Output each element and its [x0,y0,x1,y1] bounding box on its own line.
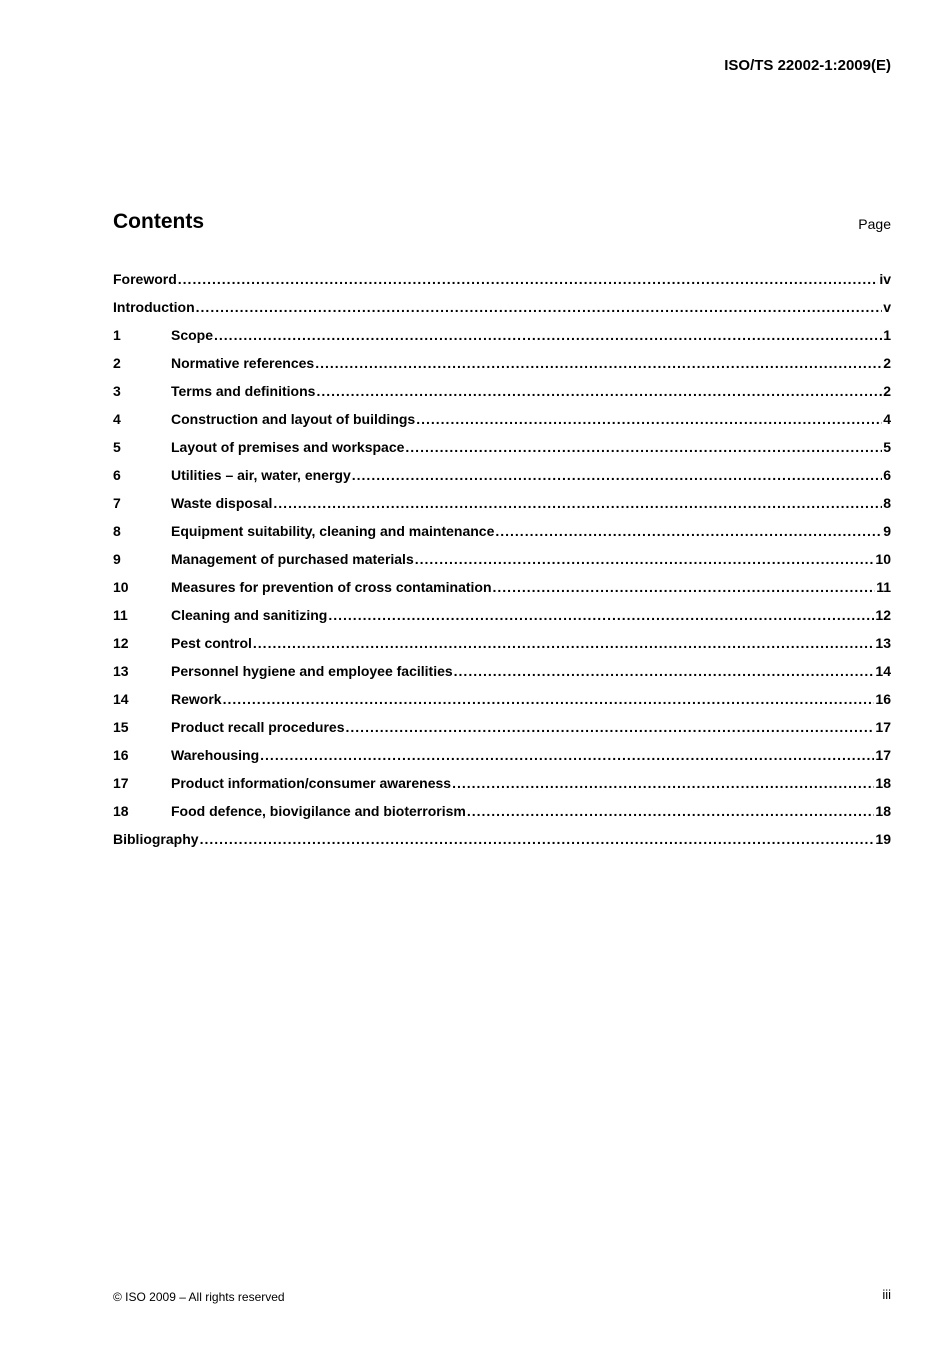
toc-dot-leader [196,293,883,321]
toc-entry[interactable] [113,629,891,657]
toc-entry-title[interactable]: Utilities – air, water, energy [171,467,351,483]
toc-dot-leader [200,825,875,853]
toc-entry[interactable] [113,405,891,433]
toc-entry-number: 16 [113,747,129,763]
contents-header [113,208,891,238]
toc-dot-leader [214,321,882,349]
toc-dot-leader [273,489,882,517]
toc-dot-leader [260,741,874,769]
toc-dot-leader [405,433,882,461]
toc-entry-page[interactable]: 12 [875,607,891,623]
toc-entry-number: 10 [113,579,129,595]
toc-entry[interactable] [113,433,891,461]
copyright-notice: © ISO 2009 – All rights reserved [113,1290,285,1304]
toc-dot-leader [454,657,875,685]
toc-entry-page[interactable]: 8 [883,495,891,511]
page-number: iii [882,1287,891,1302]
toc-dot-leader [467,797,875,825]
toc-entry-page[interactable]: 18 [875,803,891,819]
toc-entry[interactable] [113,713,891,741]
toc-entry[interactable] [113,657,891,685]
toc-entry-page[interactable]: 18 [875,775,891,791]
toc-dot-leader [352,461,882,489]
toc-entry-page[interactable]: 1 [883,327,891,343]
toc-entry-title[interactable]: Cleaning and sanitizing [171,607,328,623]
toc-entry[interactable] [113,349,891,377]
toc-dot-leader [253,629,875,657]
toc-entry-number: 5 [113,439,121,455]
toc-entry[interactable] [113,461,891,489]
toc-entry-title[interactable]: Waste disposal [171,495,273,511]
toc-entry-title[interactable]: Product recall procedures [171,719,345,735]
toc-entry[interactable] [113,293,891,321]
toc-entry[interactable] [113,517,891,545]
toc-dot-leader [452,769,874,797]
toc-entry-title[interactable]: Construction and layout of buildings [171,411,416,427]
toc-entry-page[interactable]: 2 [883,355,891,371]
toc-entry-number: 8 [113,523,121,539]
toc-entry-page[interactable]: 14 [875,663,891,679]
toc-dot-leader [416,405,882,433]
toc-entry-title[interactable]: Introduction [113,299,195,315]
toc-entry-number: 12 [113,635,129,651]
toc-dot-leader [223,685,875,713]
page-column-label: Page [858,216,891,232]
toc-entry-number: 1 [113,327,121,343]
toc-dot-leader [315,349,882,377]
toc-dot-leader [415,545,875,573]
toc-entry[interactable] [113,377,891,405]
toc-entry-number: 15 [113,719,129,735]
toc-entry-page[interactable]: iv [879,271,891,287]
toc-entry-number: 18 [113,803,129,819]
toc-entry-title[interactable]: Layout of premises and workspace [171,439,405,455]
toc-entry-title[interactable]: Normative references [171,355,315,371]
toc-entry-number: 17 [113,775,129,791]
toc-entry-title[interactable]: Management of purchased materials [171,551,414,567]
toc-entry-page[interactable]: 19 [875,831,891,847]
toc-dot-leader [495,517,882,545]
toc-entry-number: 14 [113,691,129,707]
toc-entry[interactable] [113,489,891,517]
toc-entry-number: 13 [113,663,129,679]
toc-entry-title[interactable]: Product information/consumer awareness [171,775,452,791]
toc-entry-page[interactable]: 2 [883,383,891,399]
toc-entry-title[interactable]: Rework [171,691,222,707]
toc-entry-page[interactable]: 4 [883,411,891,427]
toc-entry-title[interactable]: Equipment suitability, cleaning and maintenance [171,523,495,539]
toc-entry-page[interactable]: v [883,299,891,315]
toc-entry-title[interactable]: Foreword [113,271,177,287]
toc-entry-number: 9 [113,551,121,567]
toc-entry-page[interactable]: 9 [883,523,891,539]
toc-entry[interactable] [113,825,891,853]
toc-entry-number: 3 [113,383,121,399]
toc-entry[interactable] [113,321,891,349]
toc-entry-page[interactable]: 10 [875,551,891,567]
toc-entry-title[interactable]: Warehousing [171,747,260,763]
table-of-contents [113,265,891,853]
toc-entry-page[interactable]: 11 [876,579,891,595]
toc-entry[interactable] [113,601,891,629]
toc-entry[interactable] [113,797,891,825]
document-id: ISO/TS 22002-1:2009(E) [724,57,891,74]
toc-entry-page[interactable]: 16 [875,691,891,707]
toc-entry[interactable] [113,769,891,797]
toc-entry-number: 6 [113,467,121,483]
toc-dot-leader [178,265,879,293]
toc-dot-leader [493,573,876,601]
toc-entry[interactable] [113,685,891,713]
contents-title: Contents [113,210,204,233]
toc-entry-page[interactable]: 17 [875,719,891,735]
toc-entry-page[interactable]: 6 [883,467,891,483]
toc-dot-leader [346,713,875,741]
toc-entry-page[interactable]: 13 [875,635,891,651]
toc-entry-title[interactable]: Bibliography [113,831,199,847]
toc-entry-title[interactable]: Terms and definitions [171,383,316,399]
toc-entry-title[interactable]: Scope [171,327,214,343]
toc-entry[interactable] [113,741,891,769]
toc-entry-title[interactable]: Food defence, biovigilance and bioterrorism [171,803,466,819]
toc-entry-title[interactable]: Pest control [171,635,252,651]
toc-entry-page[interactable]: 17 [875,747,891,763]
toc-entry-number: 4 [113,411,121,427]
toc-entry[interactable] [113,265,891,293]
toc-entry-page[interactable]: 5 [883,439,891,455]
toc-entry-number: 2 [113,355,121,371]
toc-entry[interactable] [113,573,891,601]
toc-dot-leader [328,601,874,629]
toc-entry-number: 7 [113,495,121,511]
toc-entry-title[interactable]: Measures for prevention of cross contamination [171,579,492,595]
toc-entry-title[interactable]: Personnel hygiene and employee facilities [171,663,453,679]
toc-entry-number: 11 [113,607,128,623]
toc-entry[interactable] [113,545,891,573]
toc-dot-leader [316,377,882,405]
